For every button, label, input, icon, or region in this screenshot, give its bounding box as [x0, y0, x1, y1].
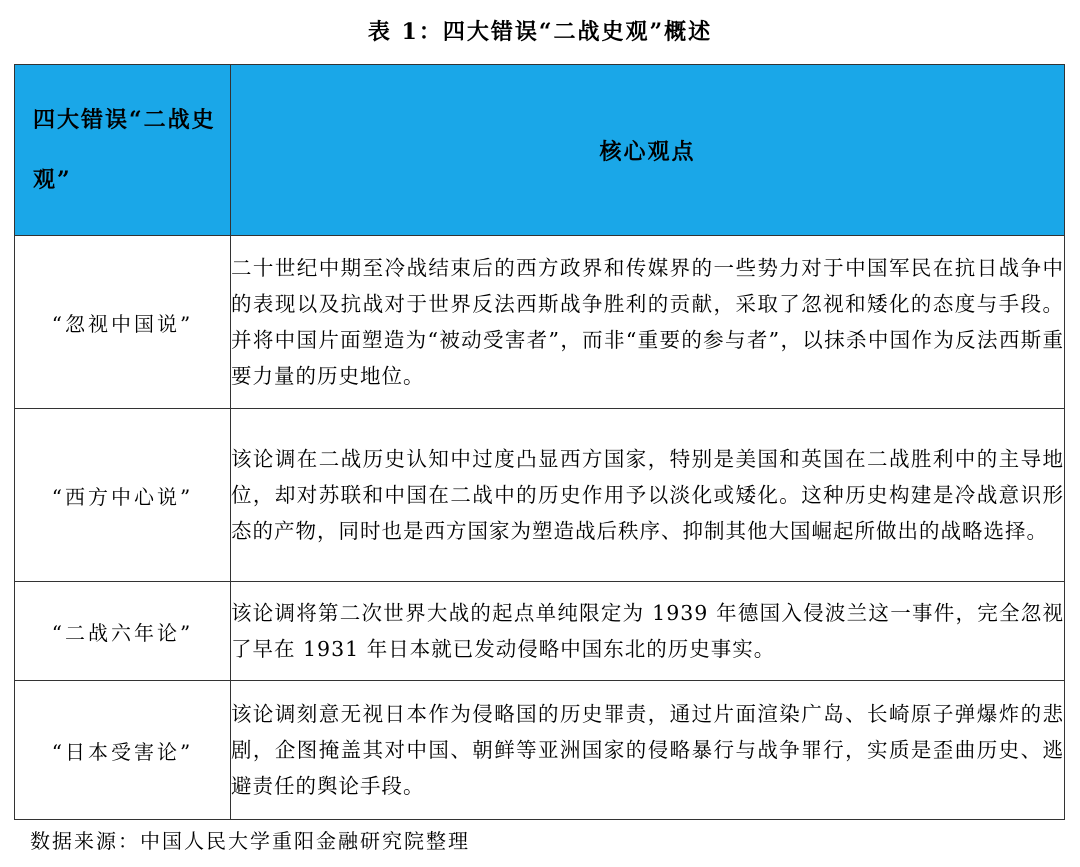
row-label: “日本受害论”	[15, 681, 231, 820]
row-label: “忽视中国说”	[15, 236, 231, 409]
row-label: “西方中心说”	[15, 409, 231, 582]
row-content: 该论调在二战历史认知中过度凸显西方国家，特别是美国和英国在二战胜利中的主导地位，却对苏联和中国在二战中的历史作用予以淡化或矮化。这种历史构建是冷战意识形态的产物，同时也是西方国家为塑造战后秩序、抑制其他大国崛起所做出的战略选择。	[231, 409, 1065, 582]
table-row	[15, 236, 1065, 409]
row-content: 该论调刻意无视日本作为侵略国的历史罪责，通过片面渲染广岛、长崎原子弹爆炸的悲剧，企图掩盖其对中国、朝鲜等亚洲国家的侵略暴行与战争罪行，实质是歪曲历史、逃避责任的舆论手段。	[231, 681, 1065, 820]
table-row	[15, 582, 1065, 681]
table-row	[15, 681, 1065, 820]
table-row	[15, 409, 1065, 582]
row-content: 二十世纪中期至冷战结束后的西方政界和传媒界的一些势力对于中国军民在抗日战争中的表现以及抗战对于世界反法西斯战争胜利的贡献，采取了忽视和矮化的态度与手段。并将中国片面塑造为“被动受害者”，而非“重要的参与者”，以抹杀中国作为反法西斯重要力量的历史地位。	[231, 236, 1065, 409]
table-caption: 表 1：四大错误“二战史观”概述	[367, 19, 713, 45]
header-cell-core-views: 核心观点	[231, 65, 1065, 236]
row-content: 该论调将第二次世界大战的起点单纯限定为 1939 年德国入侵波兰这一事件，完全忽视了早在 1931 年日本就已发动侵略中国东北的历史事实。	[231, 582, 1065, 681]
data-source-note: 数据来源：中国人民大学重阳金融研究院整理	[30, 829, 470, 853]
row-label: “二战六年论”	[15, 582, 231, 681]
header-row	[15, 65, 1065, 236]
summary-table	[14, 64, 1065, 820]
header-cell-errors: 四大错误“二战史观”	[15, 65, 231, 236]
